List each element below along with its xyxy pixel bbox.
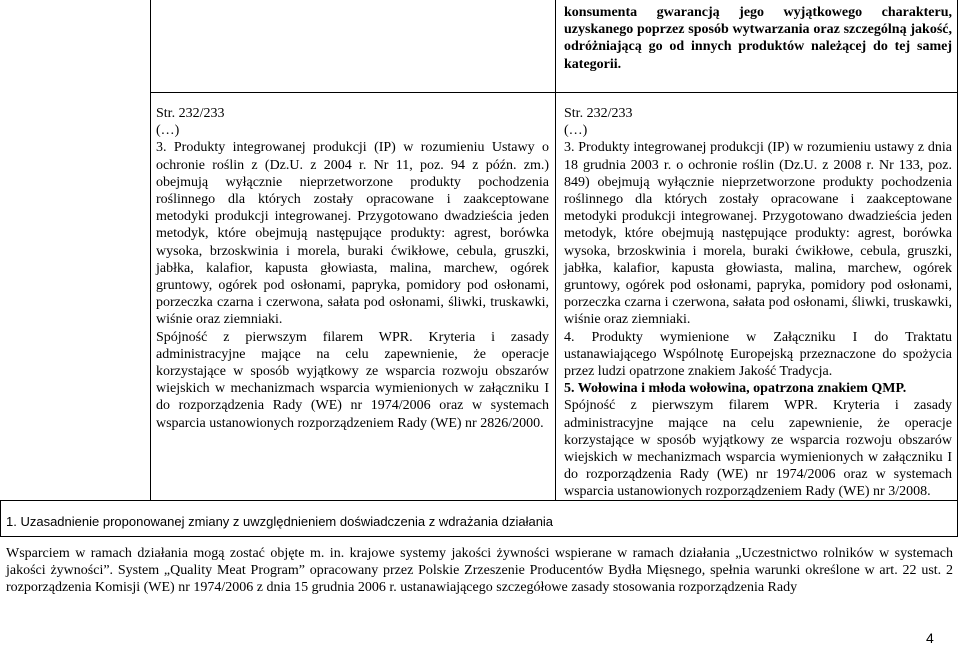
table-rule-left	[150, 0, 151, 500]
section-body: Wsparciem w ramach działania mogą zostać objęte m. in. krajowe systemy jakości żywności wspierane w ramach działania „Uczestnictwo rolników w systemach jakości żywności”. System „Quality Meat Program” opracowany przez Polskie Zrzeszenie Producentów Bydła Mięsnego, spełnia warunki określone w art. 22 ust. 2 rozporządzenia Komisji (WE) nr 1974/2006 z dnia 15 grudnia 2006 r. ustanawiającego szczegółowe zasady stosowania rozporządzenia Rady	[6, 546, 953, 596]
table-rule-mid	[150, 92, 958, 93]
right-item3-paragraph: 3. Produkty integrowanej produkcji (IP) w rozumieniu ustawy z dnia 18 grudnia 2003 r. o ochronie roślin (Dz.U. z 2008 r. Nr 133, poz. 849) obejmują wyłącznie nieprzetworzone produkty pochodzenia roślinnego dla których zostały opracowane i zaakceptowane metodyki produkcji integrowanej. Przygotowano dwadzieścia jeden metodyk, które obejmują następujące produkty: agrest, borówka wysoka, brzoskwinia i morela, buraki ćwikłowe, cebula, gruszki, jabłka, kalafior, kapusta głowiasta, malina, marchew, ogórek gruntowy, ogórek pod osłonami, papryka, pomidory pod osłonami, porzeczka czarna i czerwona, sałata pod osłonami, śliwki, truskawki, wiśnie oraz ziemniaki.	[564, 140, 952, 328]
section-heading: 1. Uzasadnienie proponowanej zmiany z uwzględnieniem doświadczenia z wdrażania działania	[6, 514, 554, 529]
middle-item3-line2: ochronie roślin z (Dz.U. z 2004 r. Nr 11, poz. 94 z późn. zm.)	[156, 157, 549, 173]
section-rule-left	[0, 500, 1, 536]
page-number: 4	[926, 630, 934, 646]
middle-column	[156, 105, 549, 432]
right-item5-heading: 5. Wołowina i młoda wołowina, opatrzona znakiem QMP.	[564, 381, 907, 397]
table-rule-right	[957, 0, 958, 536]
right-column	[564, 105, 952, 501]
middle-ellipsis: (…)	[156, 123, 180, 139]
section-rule	[0, 536, 958, 537]
table-rule-center	[555, 0, 556, 500]
right-wpr-paragraph: Spójność z pierwszym filarem WPR. Kryteria i zasady administracyjne mające na celu zapewnienie, że operacje korzystające w sposób wyjątkowy ze wsparcia rozwoju obszarów wiejskich w mechanizmach wsparcia wymienionych w załączniku I do rozporządzenia Rady (WE) nr 1974/2006 oraz w systemach wsparcia ustanowionych rozporządzeniem Rady (WE) nr 3/2008.	[564, 398, 952, 500]
middle-item3-body: obejmują wyłącznie nieprzetworzone produkty pochodzenia roślinnego dla których zostały opracowane i zaakceptowane metodyki produkcji integrowanej. Przygotowano dwadzieścia jeden metodyk, które obejmują następujące produkty: agrest, borówka wysoka, brzoskwinia i morela, buraki ćwikłowe, cebula, gruszki, jabłka, kalafior, kapusta głowiasta, malina, marchew, ogórek gruntowy, ogórek pod osłonami, papryka, pomidory pod osłonami, porzeczka czarna i czerwona, sałata pod osłonami, śliwki, truskawki, wiśnie oraz ziemniaki.	[156, 174, 549, 328]
middle-wpr-paragraph: Spójność z pierwszym filarem WPR. Kryteria i zasady administracyjne mające na celu zapewnienie, że operacje korzystające w sposób wyjątkowy ze wsparcia rozwoju obszarów wiejskich w mechanizmach wsparcia wymienionych w załączniku I do rozporządzenia Rady (WE) nr 1974/2006 oraz w systemach wsparcia ustanowionych rozporządzeniem Rady (WE) nr 2826/2000.	[156, 329, 549, 431]
right-item4-paragraph: 4. Produkty wymienione w Załączniku I do Traktatu ustanawiającego Wspólnotę Europejską przeznaczone do spożycia przez ludzi opatrzone znakiem Jakość Tradycja.	[564, 329, 952, 380]
top-right-cell-text: konsumenta gwarancją jego wyjątkowego charakteru, uzyskanego poprzez sposób wytwarzania oraz szczególną jakość, odróżniającą go od innych produktów należącej do tej samej kategorii.	[564, 5, 952, 72]
right-ellipsis: (…)	[564, 123, 588, 139]
middle-page-ref: Str. 232/233	[156, 106, 225, 121]
right-page-ref: Str. 232/233	[564, 106, 633, 121]
middle-item3-line1: 3. Produkty integrowanej produkcji (IP) w rozumieniu Ustawy o	[156, 140, 549, 156]
